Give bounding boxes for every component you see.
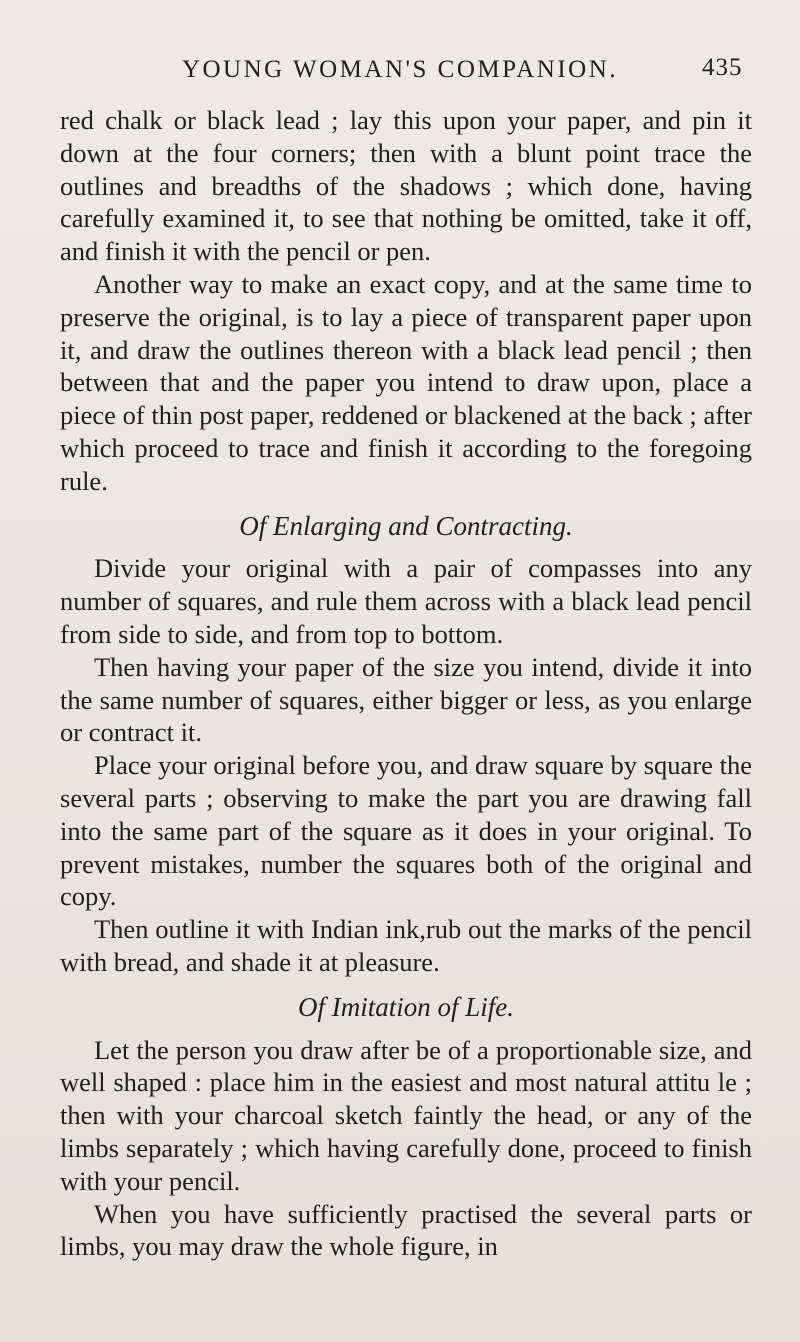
text-block [60, 104, 752, 1263]
section-heading-enlarging: Of Enlarging and Contracting. [239, 510, 573, 541]
paragraph-chalk-tracing: red chalk or black lead ; lay this upon your paper, and pin it down at the four corners; then with a blunt point trace the outlines and breadths of the shadows ; which done, having carefully examined it, to see that nothing be omitted, take it off, and finish it with the pencil or pen. [60, 105, 752, 267]
paragraph-paper-size: Then having your paper of the size you intend, divide it into the same number of squares, either bigger or less, as you enlarge or contract it. [60, 651, 752, 748]
paragraph-square-by-square: Place your original before you, and draw square by square the several parts ; observing to make the part you are drawing fall into the same part of the square as it does in your original. To prevent mistakes, number the squares both of the original and copy. [60, 750, 752, 912]
paragraph-divide-squares: Divide your original with a pair of compasses into any number of squares, and rule them across with a black lead pencil from side to side, and from top to bottom. [60, 553, 752, 649]
paragraph-whole-figure: When you have sufficiently practised the several parts or limbs, you may draw the whole figure, in [60, 1198, 752, 1262]
paragraph-exact-copy: Another way to make an exact copy, and at the same time to preserve the original, is to lay a piece of transparent paper upon it, and draw the outlines thereon with a black lead pencil ; then between that and the paper you intend to draw upon, place a piece of thin post paper, reddened or blackened at the back ; after which proceed to trace and finish it according to the foregoing rule. [60, 268, 752, 496]
paragraph-proportionable-person: Let the person you draw after be of a proportionable size, and well shaped : place him in the easiest and most natural attitu le ; then with your charcoal sketch faintly the head, or any of the limbs separately ; which having carefully done, proceed to finish with your pencil. [60, 1034, 752, 1196]
running-head [0, 50, 800, 90]
page-number: 435 [702, 54, 743, 81]
paragraph-indian-ink: Then outline it with Indian ink,rub out the marks of the pencil with bread, and shade it at pleasure. [60, 914, 752, 977]
running-title: YOUNG WOMAN'S COMPANION. [181, 56, 619, 83]
section-heading-imitation: Of Imitation of Life. [298, 991, 514, 1022]
